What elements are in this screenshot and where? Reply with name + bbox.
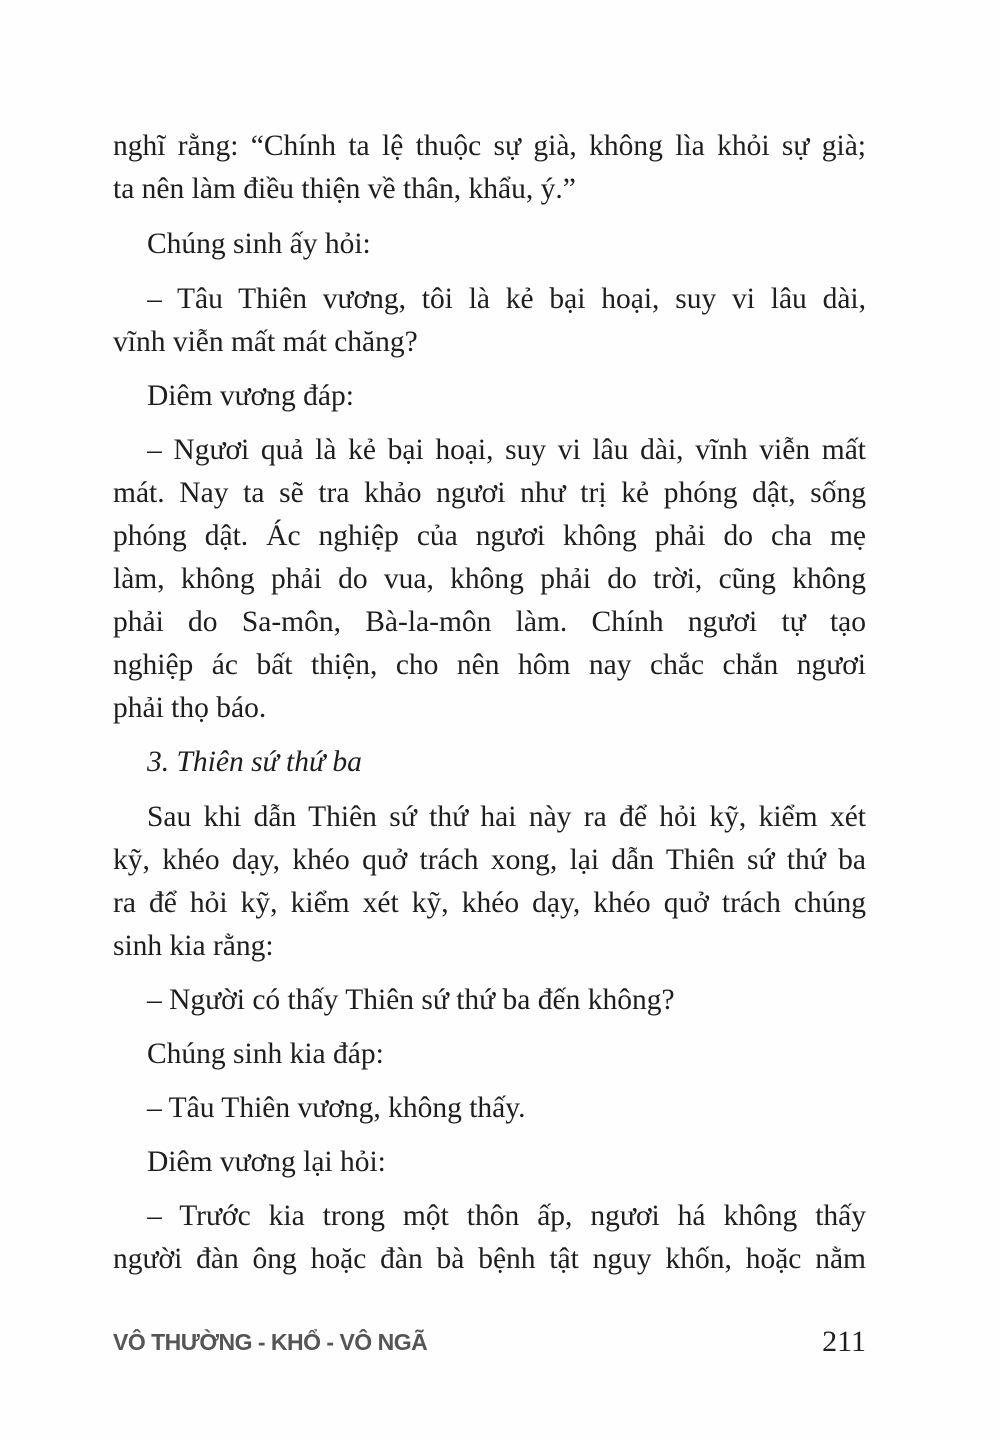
text-line: – Ngươi quả là kẻ bại hoại, suy vi lâu dài, vĩnh viễn mất [147,434,866,466]
text-line: phải do Sa-môn, Bà-la-môn làm. Chính ngươi tự tạo [113,606,866,638]
text-line: vĩnh viễn mất mát chăng? [113,326,418,358]
text-line: phóng dật. Ác nghiệp của ngươi không phải do cha mẹ [113,520,866,552]
text-line: người đàn ông hoặc đàn bà bệnh tật nguy khốn, hoặc nằm [113,1243,866,1275]
text-line: ta nên làm điều thiện về thân, khẩu, ý.” [113,173,576,205]
text-line: nghĩ rằng: “Chính ta lệ thuộc sự già, không lìa khỏi sự già; [113,130,866,162]
text-line: phải thọ báo. [113,692,267,724]
text-line: làm, không phải do vua, không phải do trời, cũng không [113,563,866,595]
text-line: Diêm vương đáp: [147,380,354,412]
text-line: kỹ, khéo dạy, khéo quở trách xong, lại dẫn Thiên sứ thứ ba [113,844,866,876]
text-line: Sau khi dẫn Thiên sứ thứ hai này ra để hỏi kỹ, kiểm xét [147,801,866,833]
text-line: sinh kia rằng: [113,930,274,962]
text-line: – Người có thấy Thiên sứ thứ ba đến không? [147,984,675,1016]
running-footer-title: VÔ THƯỜNG - KHỔ - VÔ NGÃ [113,1329,428,1355]
page-number: 211 [822,1325,866,1358]
text-line: ra để hỏi kỹ, kiểm xét kỹ, khéo dạy, khéo quở trách chúng [113,887,866,919]
text-line: nghiệp ác bất thiện, cho nên hôm nay chắc chắn ngươi [113,649,866,681]
text-line: – Tâu Thiên vương, tôi là kẻ bại hoại, suy vi lâu dài, [147,283,866,315]
text-line: – Trước kia trong một thôn ấp, ngươi há không thấy [147,1200,866,1232]
text-line: Chúng sinh ấy hỏi: [147,228,371,260]
section-heading: 3. Thiên sứ thứ ba [147,746,362,778]
text-line: – Tâu Thiên vương, không thấy. [147,1092,526,1124]
text-line: mát. Nay ta sẽ tra khảo ngươi như trị kẻ phóng dật, sống [113,477,866,509]
text-line: Diêm vương lại hỏi: [147,1146,386,1178]
text-line: Chúng sinh kia đáp: [147,1038,384,1070]
